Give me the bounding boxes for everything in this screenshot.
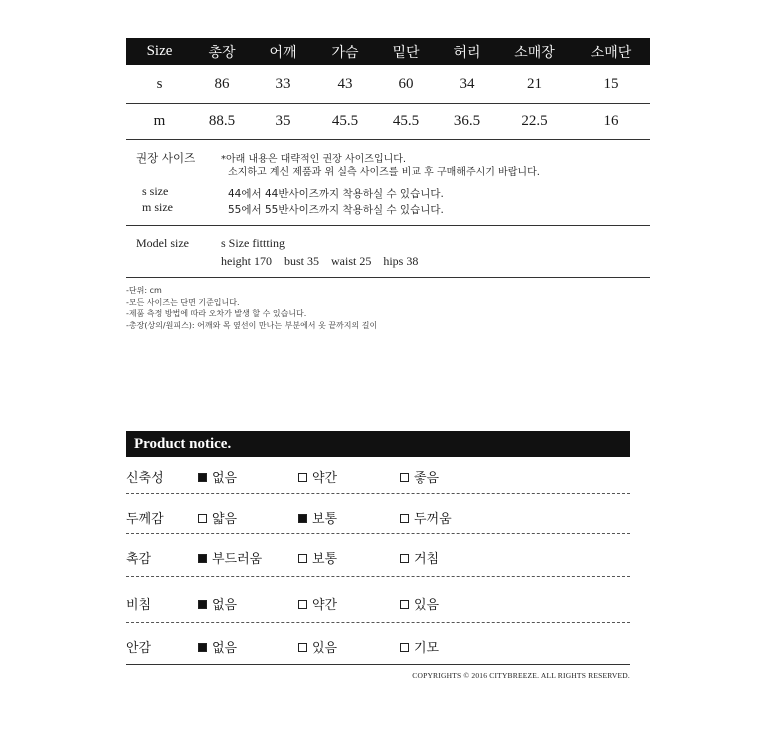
checked-box-icon [198,643,207,652]
notice-row-label: 두께감 [126,512,164,527]
unchecked-box-icon [400,514,409,523]
notice-row-label: 신축성 [126,471,164,486]
size-table-header [126,38,650,65]
table-cell: m [126,104,193,140]
unchecked-box-icon [400,600,409,609]
header-cell: 허리 [437,38,497,65]
note-line: -모든 사이즈는 단면 기준입니다. [126,297,240,307]
table-cell: 88.5 [193,104,251,140]
table-cell: 33 [251,65,315,104]
header-cell: 가슴 [315,38,375,65]
divider [126,277,650,278]
note-line: -단위: cm [126,286,162,295]
recommended-line-2: 소지하고 계신 제품과 위 실측 사이즈를 비교 후 구매해주시기 바랍니다. [228,167,540,178]
table-cell: 45.5 [375,104,437,140]
notice-option: 없음 [198,594,237,613]
unchecked-box-icon [298,643,307,652]
size-table [126,38,650,140]
notice-row-label: 비침 [126,598,152,613]
recommended-line-1: *아래 내용은 대략적인 권장 사이즈입니다. [221,154,407,165]
table-cell: 15 [572,65,650,104]
table-cell: 34 [437,65,497,104]
m-size-label: m size [142,200,173,214]
header-cell: 소매단 [572,38,650,65]
header-cell: 어깨 [251,38,315,65]
unchecked-box-icon [400,473,409,482]
note-line: -총장(상의/원피스): 어깨와 목 옆선이 만나는 부분에서 옷 끝까지의 길이 [126,320,378,330]
note-line: -제품 측정 방법에 따라 오차가 발생 할 수 있습니다. [126,309,307,318]
m-size-text: 55에서 55반사이즈까지 착용하실 수 있습니다. [228,204,444,216]
notice-option: 없음 [198,637,237,656]
s-size-label: s size [142,184,169,198]
recommended-size-label: 권장 사이즈 [136,151,196,165]
dashed-divider [126,533,630,534]
notice-option: 보통 [298,508,337,527]
checked-box-icon [198,473,207,482]
unchecked-box-icon [198,514,207,523]
notice-option: 보통 [298,548,337,567]
table-row [126,104,650,140]
notice-option: 얇음 [198,508,237,527]
divider [126,225,650,226]
unchecked-box-icon [298,600,307,609]
table-cell: 35 [251,104,315,140]
table-row [126,65,650,104]
notice-row-label: 촉감 [126,552,152,567]
checked-box-icon [198,600,207,609]
table-cell: 60 [375,65,437,104]
header-cell: Size [126,38,193,65]
table-cell: 16 [572,104,650,140]
notice-option: 기모 [400,637,439,656]
table-cell: 22.5 [497,104,572,140]
notice-option: 약간 [298,594,337,613]
unchecked-box-icon [400,643,409,652]
copyright: COPYRIGHTS © 2016 CITYBREEZE. ALL RIGHTS RESERVED. [126,664,630,680]
unchecked-box-icon [298,473,307,482]
model-measurements: height 170 bust 35 waist 25 hips 38 [221,254,419,268]
s-size-text: 44에서 44반사이즈까지 착용하실 수 있습니다. [228,188,444,200]
unchecked-box-icon [298,554,307,563]
dashed-divider [126,622,630,623]
notice-option: 부드러움 [198,548,262,567]
checked-box-icon [198,554,207,563]
model-fitting: s Size fittting [221,236,285,250]
notice-option: 약간 [298,467,337,486]
unchecked-box-icon [400,554,409,563]
notice-option: 두꺼움 [400,508,452,527]
notice-row-label: 안감 [126,641,152,656]
model-size-label: Model size [136,236,189,250]
dashed-divider [126,576,630,577]
notice-option: 없음 [198,467,237,486]
table-cell: 45.5 [315,104,375,140]
table-cell: s [126,65,193,104]
size-notes [126,285,377,331]
table-cell: 86 [193,65,251,104]
notice-option: 거침 [400,548,439,567]
checked-box-icon [298,514,307,523]
notice-option: 있음 [298,637,337,656]
notice-option: 있음 [400,594,439,613]
table-cell: 36.5 [437,104,497,140]
header-cell: 소매장 [497,38,572,65]
table-cell: 21 [497,65,572,104]
dashed-divider [126,493,630,494]
notice-option: 좋음 [400,467,439,486]
product-notice-title: Product notice. [126,431,630,457]
table-cell: 43 [315,65,375,104]
header-cell: 밑단 [375,38,437,65]
header-cell: 총장 [193,38,251,65]
